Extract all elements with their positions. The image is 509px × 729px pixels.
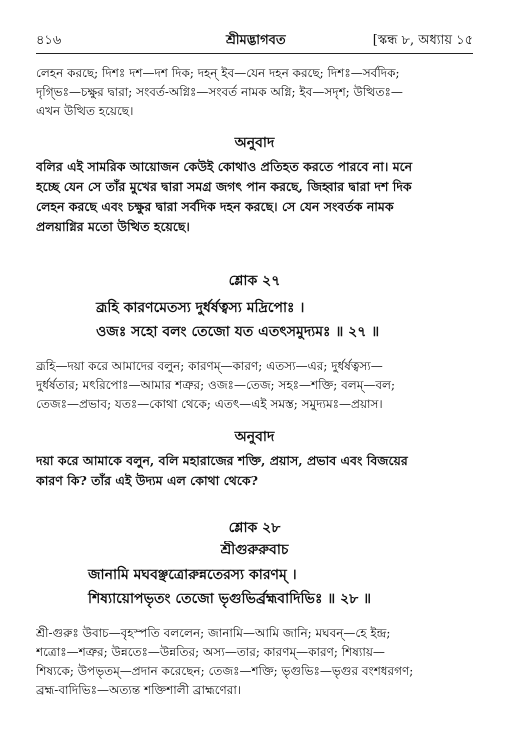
synonyms-continued	[36, 64, 473, 121]
chapter-reference: [স্কন্ধ ৮, অধ্যায় ১৫	[372, 33, 473, 48]
text-line: এখন উত্থিত হয়েছে।	[36, 104, 134, 118]
text-line: শ্রী-গুরুঃ উবাচ—বৃহস্পতি বললেন; জানামি—আমি জানি; মঘবন্—হে ইন্দ্র;	[36, 626, 391, 640]
header-rule	[36, 53, 473, 54]
text-line: লেহন করছে; দিশঃ দশ—দশ দিক; দহন্ ইব—যেন দহন করছে; দিশঃ—সর্বদিক;	[36, 66, 400, 80]
text-line: দয়া করে আমাকে বলুন, বলি মহারাজের শক্তি, প্রয়াস, প্রভাব এবং বিজয়ের	[36, 453, 408, 468]
verse-27-label: শ্লোক ২৭	[228, 273, 281, 289]
text-line: কারণ কি? তাঁর এই উদ্যম এল কোথা থেকে?	[36, 473, 258, 488]
text-line: হচ্ছে যেন সে তাঁর মুখের দ্বারা সমগ্র জগৎ পান করছে, জিহ্বার দ্বারা দশ দিক	[36, 179, 412, 194]
verse-27-synonyms	[36, 357, 473, 414]
text-line: তেজঃ—প্রভাব; যতঃ—কোথা থেকে; এতৎ—এই সমস্ত; সমুদ্যমঃ—প্রয়াস।	[36, 397, 383, 411]
running-title: শ্রীমদ্ভাগবত	[226, 33, 286, 48]
verse-27-text	[36, 296, 473, 344]
translation-heading: অনুবাদ	[234, 135, 275, 151]
text-line: ব্রূহি—দয়া করে আমাদের বলুন; কারণম্—কারণ; এতস্য—এর; দুর্ধর্ষত্বস্য—	[36, 359, 383, 373]
verse-28-label: শ্লোক ২৮	[228, 520, 281, 536]
text-line: প্রলয়াগ্নির মতো উত্থিত হয়েছে।	[36, 219, 190, 234]
translation-paragraph	[36, 451, 473, 491]
text-line: লেহন করছে এবং চক্ষুর দ্বারা সর্বদিক দহন করছে। সে যেন সংবর্তক নামক	[36, 199, 394, 214]
text-line: শত্রোঃ—শত্রুর; উন্নতেঃ—উন্নতির; অস্য—তার; কারণম্—কারণ; শিষ্যায়—	[36, 645, 385, 659]
verse-28-speaker: শ্রীগুরুরুবাচ	[220, 542, 289, 558]
verse-line: ওজঃ সহো বলং তেজো যত এতৎসমুদ্যমঃ ॥ ২৭ ॥	[96, 324, 380, 340]
text-line: শিষ্যকে; উপভৃতম্—প্রদান করেছেন; তেজঃ—শক্তি; ভৃগুভিঃ—ভৃগুর বংশধরগণ;	[36, 664, 414, 678]
verse-line: শিষ্যায়োপভৃতং তেজো ভৃগুভির্ব্রহ্মবাদিভিঃ ॥ ২৮ ॥	[88, 591, 372, 607]
verse-28-text	[36, 563, 473, 611]
verse-line: ব্রূহি কারণমেতস্য দুর্ধর্ষত্বস্য মদ্রিপোঃ ।	[96, 300, 305, 316]
text-line: দুর্ধর্ষতার; মৎরিপোঃ—আমার শত্রুর; ওজঃ—তেজ; সহঃ—শক্তি; বলম্—বল;	[36, 378, 396, 392]
text-line: ব্রহ্ম-বাদিভিঃ—অত্যন্ত শক্তিশালী ব্রাহ্মণেরা।	[36, 683, 242, 697]
translation-paragraph	[36, 157, 473, 237]
verse-28-synonyms	[36, 624, 473, 700]
page-number: ৪১৬	[36, 33, 62, 48]
translation-heading: অনুবাদ	[234, 429, 275, 445]
page-header	[36, 31, 473, 51]
text-line: দৃগ্ভিঃ—চক্ষুর দ্বারা; সংবর্ত-অগ্নিঃ—সংবর্ত নামক অগ্নি; ইব—সদৃশ; উত্থিতঃ—	[36, 85, 403, 99]
text-line: বলির এই সামরিক আয়োজন কেউই কোথাও প্রতিহত করতে পারবে না। মনে	[36, 159, 413, 174]
verse-line: জানামি মঘবঞ্ছত্রোরুন্নতেরস্য কারণম্ ।	[88, 567, 297, 583]
